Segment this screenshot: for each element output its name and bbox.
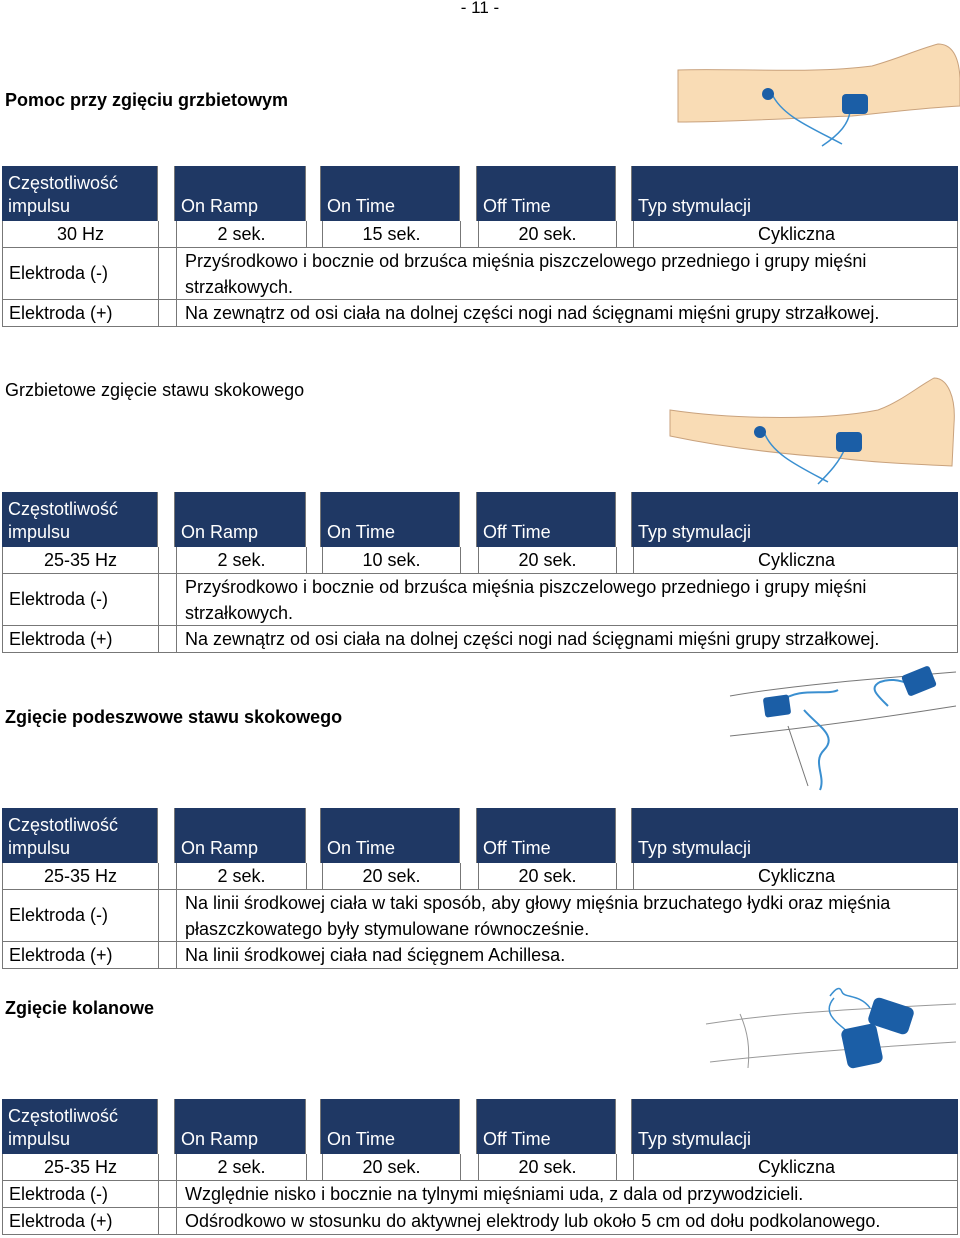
on-time-value: 15 sek. — [322, 221, 460, 247]
negative-electrode-label: Elektroda (-) — [9, 1183, 109, 1204]
spacer-cell — [158, 1154, 176, 1180]
positive-electrode-label: Elektroda (+) — [9, 944, 113, 965]
spacer-cell — [616, 221, 633, 247]
spacer-cell — [158, 248, 176, 299]
header-frequency: Częstotliwość impulsu — [2, 492, 157, 547]
section-title: Grzbietowe zgięcie stawu skokowego — [5, 380, 305, 400]
header-off-time: Off Time — [477, 808, 615, 863]
section-title: Pomoc przy zgięciu grzbietowym — [5, 90, 289, 110]
spacer-cell — [158, 890, 176, 941]
spacer-cell — [459, 166, 477, 221]
spacer-cell — [158, 1181, 176, 1207]
spacer-cell — [306, 221, 322, 247]
negative-electrode-row — [2, 890, 958, 942]
values-row — [2, 221, 958, 248]
off-time-value: 20 sek. — [478, 547, 616, 573]
positive-electrode-text: Odśrodkowo w stosunku do aktywnej elektrody lub około 5 cm od dołu podkolanowego. — [176, 1208, 959, 1234]
negative-electrode-label: Elektroda (-) — [9, 905, 109, 925]
header-off-time: Off Time — [477, 166, 615, 221]
on-ramp-value: 2 sek. — [176, 221, 306, 247]
values-row — [2, 547, 958, 574]
positive-electrode-label: Elektroda (+) — [9, 1210, 113, 1231]
positive-electrode-text: Na linii środkowej ciała nad ścięgnem Achillesa. — [176, 942, 959, 968]
spacer-cell — [615, 808, 632, 863]
knee-flexion-illustration — [700, 984, 958, 1076]
spacer-cell — [460, 221, 478, 247]
frequency-value: 25-35 Hz — [43, 1157, 118, 1177]
header-on-ramp: On Ramp — [175, 492, 305, 547]
frequency-value: 25-35 Hz — [43, 550, 118, 570]
spacer-cell — [616, 547, 633, 573]
spacer-cell — [158, 221, 176, 247]
negative-electrode-label: Elektroda (-) — [9, 589, 109, 609]
header-frequency: Częstotliwość impulsu — [2, 1099, 157, 1154]
negative-electrode-text: Przyśrodkowo i bocznie od brzuśca mięśnia piszczelowego przedniego i grupy mięśni strzałkowych. — [176, 248, 959, 299]
negative-electrode-text: Przyśrodkowo i bocznie od brzuśca mięśnia piszczelowego przedniego i grupy mięśni strzałkowych. — [176, 574, 959, 625]
header-on-time: On Time — [321, 166, 459, 221]
frequency-value: 25-35 Hz — [43, 866, 118, 886]
parameters-table — [2, 1099, 958, 1235]
spacer-cell — [157, 166, 175, 221]
page-number: - 11 - — [460, 0, 500, 17]
values-row — [2, 863, 958, 890]
positive-electrode-row — [2, 1208, 958, 1235]
off-time-value: 20 sek. — [478, 1154, 616, 1180]
spacer-cell — [460, 1154, 478, 1180]
spacer-cell — [158, 626, 176, 652]
spacer-cell — [305, 808, 321, 863]
header-stimulation-type: Typ stymulacji — [632, 808, 958, 863]
header-on-ramp: On Ramp — [175, 808, 305, 863]
off-time-value: 20 sek. — [478, 221, 616, 247]
ankle-dorsiflexion-illustration — [668, 374, 958, 489]
header-on-ramp: On Ramp — [175, 166, 305, 221]
header-off-time: Off Time — [477, 492, 615, 547]
spacer-cell — [459, 492, 477, 547]
spacer-cell — [157, 808, 175, 863]
positive-electrode-label: Elektroda (+) — [9, 302, 113, 323]
header-frequency: Częstotliwość impulsu — [2, 166, 157, 221]
spacer-cell — [158, 1208, 176, 1234]
spacer-cell — [158, 942, 176, 968]
frequency-value: 30 Hz — [56, 224, 105, 244]
stimulation-type-value: Cykliczna — [633, 863, 959, 889]
spacer-cell — [305, 166, 321, 221]
spacer-cell — [306, 547, 322, 573]
parameters-table — [2, 808, 958, 969]
on-time-value: 20 sek. — [322, 1154, 460, 1180]
parameters-table — [2, 166, 958, 327]
spacer-cell — [158, 547, 176, 573]
leg-dorsiflexion-illustration — [672, 38, 960, 153]
section-title: Zgięcie kolanowe — [5, 998, 155, 1018]
spacer-cell — [158, 863, 176, 889]
spacer-cell — [158, 574, 176, 625]
parameters-table — [2, 492, 958, 653]
spacer-cell — [616, 863, 633, 889]
negative-electrode-label: Elektroda (-) — [9, 263, 109, 283]
spacer-cell — [305, 1099, 321, 1154]
spacer-cell — [616, 1154, 633, 1180]
on-time-value: 10 sek. — [322, 547, 460, 573]
header-stimulation-type: Typ stymulacji — [632, 166, 958, 221]
spacer-cell — [158, 300, 176, 326]
spacer-cell — [460, 547, 478, 573]
values-row — [2, 1154, 958, 1181]
negative-electrode-row — [2, 248, 958, 300]
on-ramp-value: 2 sek. — [176, 547, 306, 573]
spacer-cell — [305, 492, 321, 547]
negative-electrode-text: Względnie nisko i bocznie na tylnymi mięśniami uda, z dala od przywodzicieli. — [176, 1181, 959, 1207]
header-on-time: On Time — [321, 808, 459, 863]
spacer-cell — [157, 1099, 175, 1154]
on-ramp-value: 2 sek. — [176, 1154, 306, 1180]
spacer-cell — [615, 1099, 632, 1154]
spacer-cell — [459, 1099, 477, 1154]
stimulation-type-value: Cykliczna — [633, 221, 959, 247]
negative-electrode-row — [2, 574, 958, 626]
spacer-cell — [615, 492, 632, 547]
spacer-cell — [157, 492, 175, 547]
header-stimulation-type: Typ stymulacji — [632, 1099, 958, 1154]
plantar-flexion-illustration — [728, 666, 958, 794]
positive-electrode-label: Elektroda (+) — [9, 628, 113, 649]
stimulation-type-value: Cykliczna — [633, 547, 959, 573]
header-on-time: On Time — [321, 492, 459, 547]
positive-electrode-row — [2, 626, 958, 653]
positive-electrode-row — [2, 942, 958, 969]
positive-electrode-text: Na zewnątrz od osi ciała na dolnej części nogi nad ścięgnami mięśni grupy strzałkowej. — [176, 300, 959, 326]
spacer-cell — [306, 863, 322, 889]
spacer-cell — [615, 166, 632, 221]
spacer-cell — [459, 808, 477, 863]
header-on-time: On Time — [321, 1099, 459, 1154]
stimulation-type-value: Cykliczna — [633, 1154, 959, 1180]
header-on-ramp: On Ramp — [175, 1099, 305, 1154]
on-ramp-value: 2 sek. — [176, 863, 306, 889]
section-title: Zgięcie podeszwowe stawu skokowego — [5, 707, 343, 727]
on-time-value: 20 sek. — [322, 863, 460, 889]
off-time-value: 20 sek. — [478, 863, 616, 889]
negative-electrode-row — [2, 1181, 958, 1208]
spacer-cell — [306, 1154, 322, 1180]
negative-electrode-text: Na linii środkowej ciała w taki sposób, aby głowy mięśnia brzuchatego łydki oraz mięśnia płaszczkowatego były stymulowane równocześnie. — [176, 890, 959, 941]
positive-electrode-text: Na zewnątrz od osi ciała na dolnej części nogi nad ścięgnami mięśni grupy strzałkowej. — [176, 626, 959, 652]
header-off-time: Off Time — [477, 1099, 615, 1154]
positive-electrode-row — [2, 300, 958, 327]
header-stimulation-type: Typ stymulacji — [632, 492, 958, 547]
header-frequency: Częstotliwość impulsu — [2, 808, 157, 863]
spacer-cell — [460, 863, 478, 889]
